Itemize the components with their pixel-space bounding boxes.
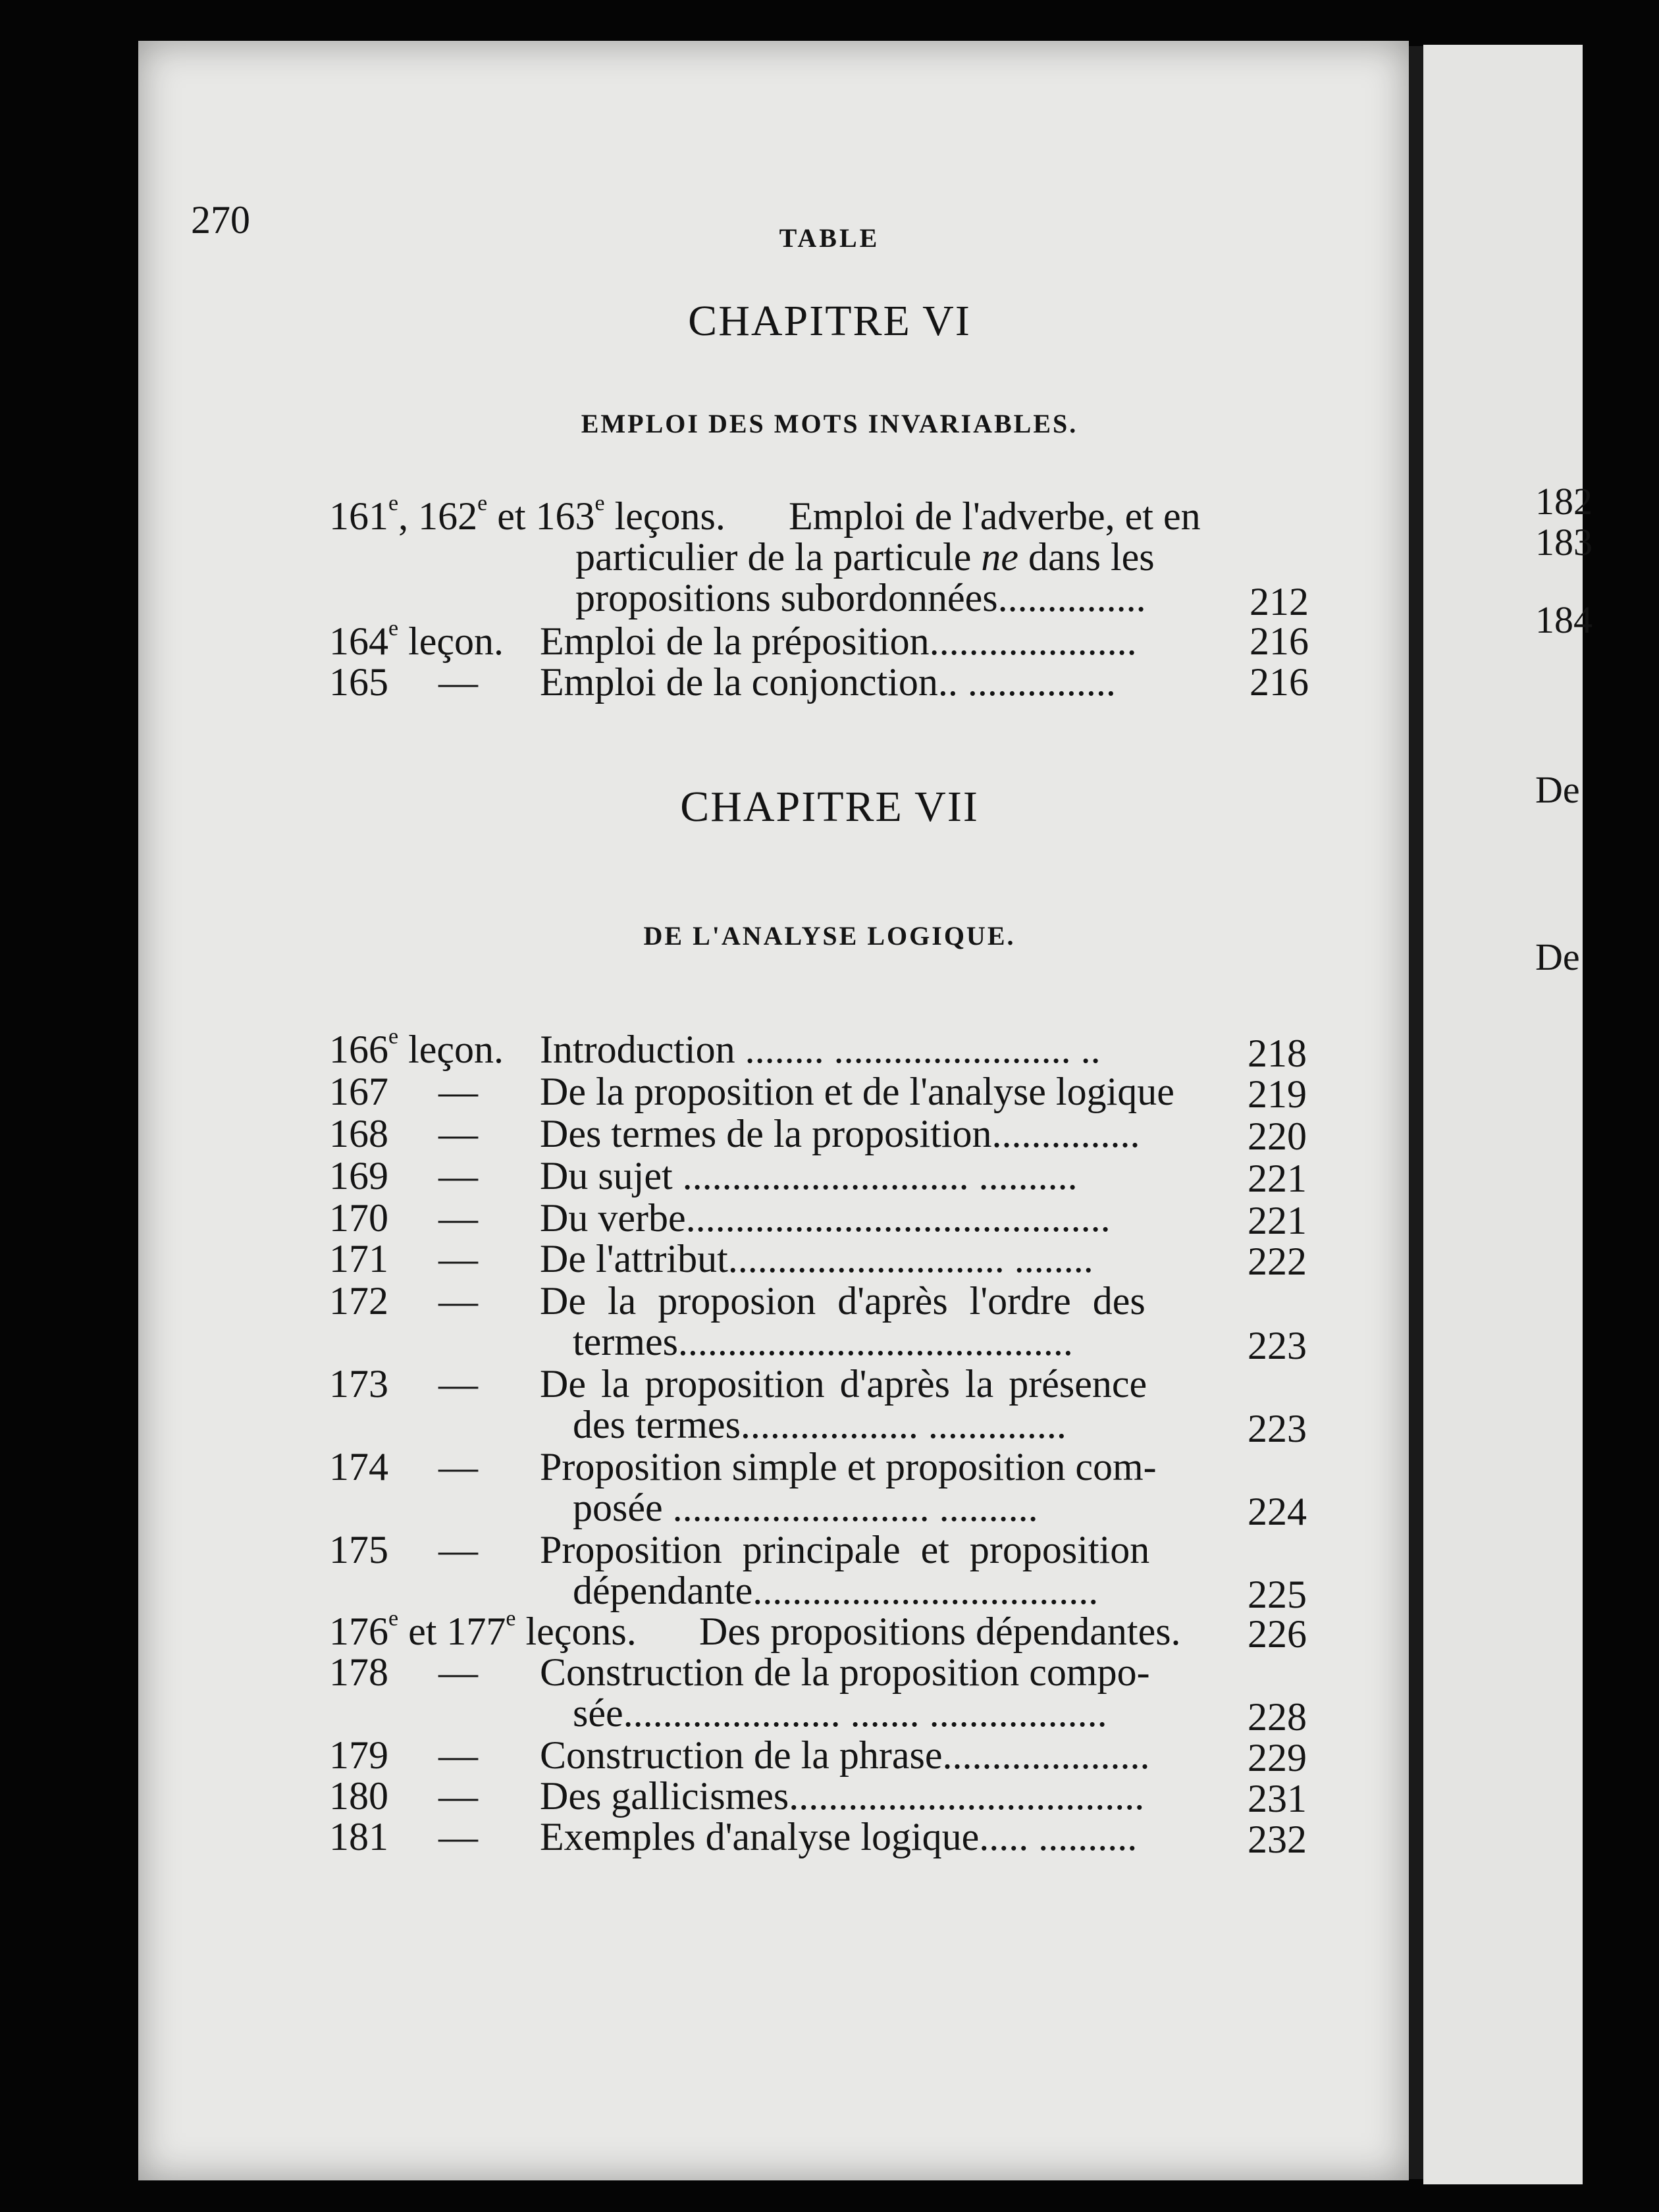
toc-entry-title: Emploi de la préposition..................... xyxy=(540,619,1137,663)
toc-entry-dash: — xyxy=(438,1279,478,1323)
toc-entry-page: 216 xyxy=(1250,660,1309,704)
page-number: 270 xyxy=(191,198,250,242)
toc-entry-title: Exemples d'analyse logique..... .......... xyxy=(540,1815,1138,1858)
toc-entry-page: 232 xyxy=(1248,1818,1307,1861)
toc-entry-number: 166e leçon. xyxy=(329,1024,504,1071)
toc-entry-dash: — xyxy=(438,1362,478,1406)
toc-entry-number: 180 xyxy=(329,1774,388,1818)
toc-entry-page: 221 xyxy=(1248,1199,1307,1242)
toc-entry-title: Introduction ........ ........................ .. xyxy=(540,1028,1101,1071)
toc-entry-page: 220 xyxy=(1248,1115,1307,1158)
toc-entry-dash: — xyxy=(438,1196,478,1240)
toc-entry-number: 172 xyxy=(329,1279,388,1323)
toc-entry-dash: — xyxy=(438,1774,478,1818)
toc-entry-title: Proposition principale et proposition xyxy=(540,1528,1150,1571)
toc-entry-number: 181 xyxy=(329,1815,388,1858)
toc-entry-page: 219 xyxy=(1248,1072,1307,1116)
toc-entry-title: De l'attribut............................ ........ xyxy=(540,1237,1093,1280)
toc-entry-continuation: dépendante................................... xyxy=(573,1569,1099,1612)
toc-entry-number: 165 xyxy=(329,660,388,704)
toc-entry-title: De la proposition et de l'analyse logique xyxy=(540,1070,1174,1113)
toc-entry-title: Des propositions dépendantes. xyxy=(699,1610,1181,1653)
right-page-fragment: 184 xyxy=(1535,598,1593,641)
toc-entry-number: 174 xyxy=(329,1445,388,1488)
toc-entry-number: 173 xyxy=(329,1362,388,1406)
toc-entry-page: 223 xyxy=(1248,1324,1307,1367)
toc-entry-number: 168 xyxy=(329,1112,388,1155)
running-head: TABLE xyxy=(779,223,880,253)
book-gutter xyxy=(1409,46,1423,2179)
toc-entry-number: 171 xyxy=(329,1237,388,1280)
toc-entry-dash: — xyxy=(438,660,478,704)
toc-entry-dash: — xyxy=(438,1154,478,1198)
toc-entry-number: 164e leçon. xyxy=(329,616,504,663)
toc-entry-dash: — xyxy=(438,1112,478,1155)
toc-entry-page: 224 xyxy=(1248,1490,1307,1533)
toc-entry-dash: — xyxy=(438,1650,478,1694)
right-page-fragment: 182 xyxy=(1535,480,1593,523)
toc-entry-dash: — xyxy=(438,1445,478,1488)
toc-entry-number: 178 xyxy=(329,1650,388,1694)
toc-entry-number: 169 xyxy=(329,1154,388,1198)
toc-entry-page: 216 xyxy=(1250,619,1309,663)
toc-entry-title: Construction de la proposition compo- xyxy=(540,1650,1150,1694)
section-title: DE L'ANALYSE LOGIQUE. xyxy=(643,921,1016,951)
toc-entry-dash: — xyxy=(438,1070,478,1113)
toc-entry-page: 231 xyxy=(1248,1777,1307,1820)
toc-entry-continuation: posée .......................... .......... xyxy=(573,1486,1038,1529)
toc-entry-dash: — xyxy=(438,1528,478,1571)
toc-entry-title: Des termes de la proposition............... xyxy=(540,1112,1140,1155)
toc-entry-dash: — xyxy=(438,1237,478,1280)
toc-entry-number: 170 xyxy=(329,1196,388,1240)
toc-entry-dash: — xyxy=(438,1733,478,1777)
toc-entry-page: 223 xyxy=(1248,1407,1307,1450)
section-title: EMPLOI DES MOTS INVARIABLES. xyxy=(581,409,1078,438)
toc-entry-continuation: des termes.................. .............. xyxy=(573,1403,1066,1446)
chapter-title: CHAPITRE VII xyxy=(680,783,979,831)
toc-entry-title: propositions subordonnées............... xyxy=(575,576,1146,619)
toc-entry-title: particulier de la particule ne dans les xyxy=(575,535,1155,579)
toc-entry-title: Emploi de la conjonction.. ............... xyxy=(540,660,1116,704)
toc-entry-page: 218 xyxy=(1248,1032,1307,1075)
toc-entry-number: 176e et 177e leçons. xyxy=(329,1606,637,1653)
toc-entry-dash: — xyxy=(438,1815,478,1858)
toc-entry-page: 226 xyxy=(1248,1612,1307,1656)
toc-entry-page: 229 xyxy=(1248,1736,1307,1779)
toc-entry-title: Du verbe........................................... xyxy=(540,1196,1111,1240)
toc-entry-page: 225 xyxy=(1248,1573,1307,1616)
toc-entry-title: De la proposion d'après l'ordre des xyxy=(540,1279,1146,1323)
toc-entry-page: 212 xyxy=(1250,580,1309,623)
toc-entry-number: 175 xyxy=(329,1528,388,1571)
toc-entry-title: Construction de la phrase..................... xyxy=(540,1733,1150,1777)
toc-entry-page: 228 xyxy=(1248,1695,1307,1739)
toc-entry-title: Emploi de l'adverbe, et en xyxy=(789,494,1201,538)
toc-entry-title: Des gallicismes.................................... xyxy=(540,1774,1145,1818)
toc-entry-page: 222 xyxy=(1248,1240,1307,1283)
toc-entry-number: 179 xyxy=(329,1733,388,1777)
toc-entry-number: 167 xyxy=(329,1070,388,1113)
right-page-edge xyxy=(1423,45,1593,2184)
toc-entry-number: 161e, 162e et 163e leçons. xyxy=(329,491,725,538)
right-page-fragment: De xyxy=(1535,768,1580,811)
toc-entry-page: 221 xyxy=(1248,1157,1307,1200)
toc-entry-continuation: termes........................................ xyxy=(573,1320,1073,1363)
toc-entry-continuation: sée...................... ....... .................. xyxy=(573,1691,1107,1735)
right-page-fragment: 183 xyxy=(1535,521,1593,564)
chapter-title: CHAPITRE VI xyxy=(688,297,971,345)
right-page-fragment: De xyxy=(1535,935,1580,978)
toc-entry-title: De la proposition d'après la présence xyxy=(540,1362,1147,1406)
toc-entry-title: Du sujet ............................. .......... xyxy=(540,1154,1078,1198)
toc-entry-title: Proposition simple et proposition com- xyxy=(540,1445,1157,1488)
